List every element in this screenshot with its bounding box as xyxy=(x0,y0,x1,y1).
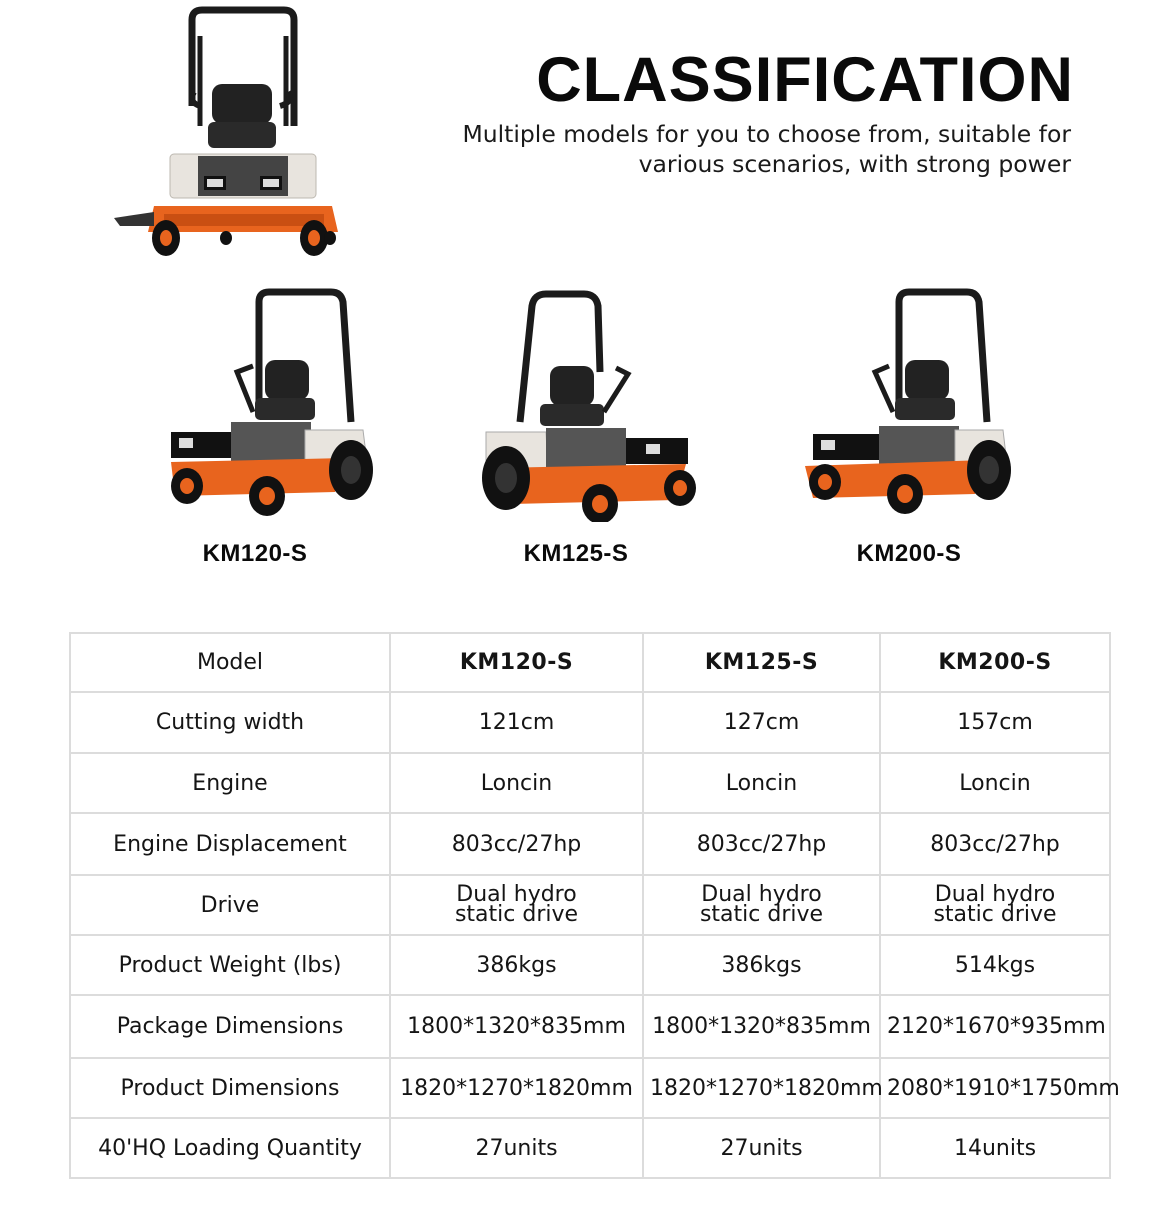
table-row xyxy=(70,633,1110,692)
table-cell: 386kgs xyxy=(390,935,643,995)
table-cell xyxy=(643,875,880,935)
table-cell: 1820*1270*1820mm xyxy=(643,1058,880,1118)
table-row xyxy=(70,935,1110,995)
drive-line-2: static drive xyxy=(454,902,579,927)
table-cell: 121cm xyxy=(390,692,643,753)
table-cell xyxy=(390,875,643,935)
zero-turn-mower-image xyxy=(456,282,696,522)
table-cell: 803cc/27hp xyxy=(880,813,1110,875)
row-label: Drive xyxy=(70,875,390,935)
table-cell: KM120-S xyxy=(390,633,643,692)
table-row xyxy=(70,1118,1110,1178)
zero-turn-mower-image xyxy=(789,282,1029,522)
row-label: Product Weight (lbs) xyxy=(70,935,390,995)
table-cell: 127cm xyxy=(643,692,880,753)
table-cell: Loncin xyxy=(390,753,643,813)
model-name: KM125-S xyxy=(523,540,629,567)
table-row xyxy=(70,1058,1110,1118)
table-cell: 514kgs xyxy=(880,935,1110,995)
drive-line-2: static drive xyxy=(699,902,824,927)
table-cell: 803cc/27hp xyxy=(390,813,643,875)
subtitle-line-2: various scenarios, with strong power xyxy=(638,150,1071,178)
row-label: Model xyxy=(70,633,390,692)
table-row xyxy=(70,995,1110,1058)
drive-line-1: Dual hydro xyxy=(456,882,577,907)
row-label: 40'HQ Loading Quantity xyxy=(70,1118,390,1178)
table-row xyxy=(70,753,1110,813)
model-card-km200 xyxy=(789,278,1029,578)
table-cell: 2080*1910*1750mm xyxy=(880,1058,1110,1118)
table-cell: KM200-S xyxy=(880,633,1110,692)
row-label: Product Dimensions xyxy=(70,1058,390,1118)
drive-line-1: Dual hydro xyxy=(701,882,822,907)
row-label: Engine xyxy=(70,753,390,813)
table-cell: 1800*1320*835mm xyxy=(390,995,643,1058)
page-title: CLASSIFICATION xyxy=(536,45,1074,115)
drive-line-1: Dual hydro xyxy=(934,882,1056,907)
table-cell: 803cc/27hp xyxy=(643,813,880,875)
table-cell: Loncin xyxy=(643,753,880,813)
zero-turn-mower-image xyxy=(135,282,375,522)
front-mower-image xyxy=(108,6,348,262)
row-label: Cutting width xyxy=(70,692,390,753)
model-card-km120 xyxy=(135,278,375,578)
model-card-km125 xyxy=(456,278,696,578)
table-cell: 1800*1320*835mm xyxy=(643,995,880,1058)
model-gallery xyxy=(0,278,1168,578)
table-row xyxy=(70,875,1110,935)
table-cell: 27units xyxy=(643,1118,880,1178)
drive-line-2: static drive xyxy=(933,902,1057,927)
table-cell: KM125-S xyxy=(643,633,880,692)
table-cell: 386kgs xyxy=(643,935,880,995)
table-cell: 157cm xyxy=(880,692,1110,753)
table-cell: 27units xyxy=(390,1118,643,1178)
hero-section xyxy=(0,0,1168,270)
table-row xyxy=(70,813,1110,875)
table-cell: 1820*1270*1820mm xyxy=(390,1058,643,1118)
subtitle-line-1: Multiple models for you to choose from, suitable for xyxy=(462,120,1071,148)
row-label: Engine Displacement xyxy=(70,813,390,875)
page-subtitle xyxy=(391,119,1071,179)
table-cell xyxy=(880,875,1110,935)
table-cell: 14units xyxy=(880,1118,1110,1178)
model-name: KM200-S xyxy=(856,540,962,567)
table-cell: Loncin xyxy=(880,753,1110,813)
table-cell: 2120*1670*935mm xyxy=(880,995,1110,1058)
spec-table xyxy=(69,632,1120,1179)
model-name: KM120-S xyxy=(202,540,308,567)
table-row xyxy=(70,692,1110,753)
row-label: Package Dimensions xyxy=(70,995,390,1058)
